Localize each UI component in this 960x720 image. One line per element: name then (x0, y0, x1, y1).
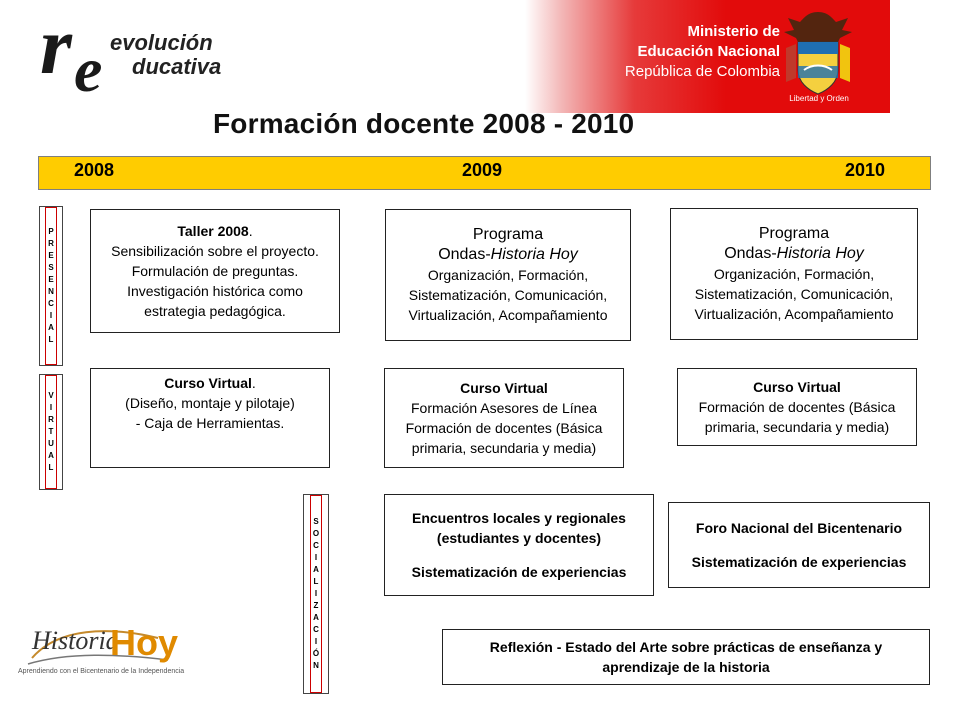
socializacion-letter: Ó (312, 649, 320, 658)
logo-big-e: e (74, 34, 103, 105)
socializacion-letter: L (313, 577, 319, 586)
taller-line-1: Sensibilización sobre el proyecto. (111, 243, 319, 259)
encuentros-spacer (389, 548, 649, 562)
curso2009-heading: Curso Virtual (460, 380, 548, 396)
presencial-letter: P (48, 227, 54, 236)
prog2009-head2b: Historia Hoy (490, 246, 578, 263)
year-2008-label: 2008 (74, 160, 115, 180)
revolucion-educativa-logo (0, 0, 300, 110)
reflexion-line-2: aprendizaje de la historia (602, 659, 770, 675)
presencial-letter: C (48, 299, 54, 308)
presencial-letter: E (48, 275, 54, 284)
hoy-word: Hoy (110, 622, 179, 663)
ministry-line1: Ministerio de (687, 23, 780, 40)
programa-2010-box (670, 208, 918, 340)
coat-of-arms-icon (778, 8, 858, 106)
presencial-letter: L (48, 335, 54, 344)
curso2010-line-2: primaria, secundaria y media) (704, 419, 890, 435)
foro-line-2: Sistematización de experiencias (691, 554, 907, 570)
prog2010-head2a: Ondas- (724, 245, 777, 262)
curso2008-line-2: - Caja de Herramientas. (135, 415, 285, 431)
foro-box (668, 502, 930, 588)
prog2009-line-1: Organización, Formación, (427, 267, 589, 283)
presencial-letter: A (48, 323, 54, 332)
taller-line-3: Investigación histórica como (127, 283, 303, 299)
socializacion-letter: Z (313, 601, 319, 610)
foro-line-1: Foro Nacional del Bicentenario (695, 520, 903, 536)
prog2010-line-1: Organización, Formación, (713, 266, 875, 282)
virtual-letter: T (48, 427, 54, 436)
logo-big-r: r (40, 0, 72, 91)
presencial-letter: I (49, 311, 53, 320)
presencial-letters (45, 207, 57, 365)
prog2009-head2 (390, 245, 626, 265)
encuentros-line-3: Sistematización de experiencias (411, 564, 627, 580)
programa-2009-box (385, 209, 631, 341)
virtual-label (39, 374, 63, 490)
socializacion-letter: A (313, 613, 319, 622)
prog2010-head2b: Historia Hoy (776, 245, 864, 262)
reflexion-box (442, 629, 930, 685)
socializacion-letter: C (313, 541, 319, 550)
encuentros-box (384, 494, 654, 596)
presencial-label (39, 206, 63, 366)
curso2008-head-text: Curso Virtual (164, 375, 252, 391)
presencial-letter: R (48, 239, 54, 248)
prog2010-head1: Programa (758, 225, 830, 242)
virtual-letter: L (48, 463, 54, 472)
presencial-letter: E (48, 251, 54, 260)
taller-2008-box (90, 209, 340, 333)
year-2009-label: 2009 (462, 160, 503, 180)
prog2010-line-2: Sistematización, Comunicación, (694, 286, 894, 302)
curso2010-line-1: Formación de docentes (Básica (698, 399, 896, 415)
socializacion-letter: I (314, 589, 318, 598)
curso2009-line-3: primaria, secundaria y media) (411, 440, 597, 456)
taller-head-text: Taller 2008 (177, 223, 249, 239)
prog2010-head2 (675, 244, 913, 264)
presencial-letter: S (48, 263, 54, 272)
year-2010-label: 2010 (845, 160, 886, 180)
curso2009-line-1: Formación Asesores de Línea (411, 400, 597, 416)
socializacion-letter: N (313, 661, 319, 670)
curso-virtual-2008-box (90, 368, 330, 468)
curso-virtual-2010-box (677, 368, 917, 446)
virtual-letter: U (48, 439, 54, 448)
curso2008-heading (95, 373, 325, 393)
virtual-letter: R (48, 415, 54, 424)
virtual-letter: A (48, 451, 54, 460)
logo-word-evolucion: evolución (110, 30, 213, 55)
prog2009-line-2: Sistematización, Comunicación, (408, 287, 608, 303)
historia-word: Historia (32, 626, 119, 655)
curso2008-line-1: (Diseño, montaje y pilotaje) (125, 395, 295, 411)
taller-line-2: Formulación de preguntas. (131, 263, 299, 279)
ministry-line3: República de Colombia (624, 63, 780, 80)
encuentros-line-1: Encuentros locales y regionales (412, 510, 626, 526)
socializacion-label (303, 494, 329, 694)
socializacion-letter: A (313, 565, 319, 574)
ministry-text (600, 22, 780, 82)
page-title: Formación docente 2008 - 2010 (213, 108, 635, 139)
socializacion-letter: I (314, 553, 318, 562)
reflexion-line-1: Reflexión - Estado del Arte sobre prácticas de enseñanza y (489, 639, 883, 655)
curso2009-line-2: Formación de docentes (Básica (405, 420, 603, 436)
socializacion-letter: O (312, 529, 320, 538)
motto-text: Libertad y Orden (789, 94, 849, 103)
prog2009-head2a: Ondas- (438, 246, 491, 263)
taller-line-4: estrategia pedagógica. (144, 303, 286, 319)
encuentros-line-2: (estudiantes y docentes) (436, 530, 602, 546)
socializacion-letter: I (314, 637, 318, 646)
virtual-letter: V (48, 391, 54, 400)
curso2010-heading: Curso Virtual (753, 379, 841, 395)
socializacion-letter: C (313, 625, 319, 634)
socializacion-letter: S (313, 517, 319, 526)
virtual-letter: I (49, 403, 53, 412)
virtual-letters (45, 375, 57, 489)
curso2008-head-suffix: . (251, 375, 256, 391)
curso-virtual-2009-box (384, 368, 624, 468)
socializacion-letters (310, 495, 322, 693)
logo-word-educativa: ducativa (132, 54, 222, 79)
prog2009-line-3: Virtualización, Acompañamiento (408, 307, 608, 323)
prog2009-head1: Programa (472, 226, 544, 243)
prog2010-line-3: Virtualización, Acompañamiento (694, 306, 894, 322)
taller-head-suffix: . (248, 223, 253, 239)
historia-hoy-logo (18, 608, 188, 688)
historia-hoy-tagline: Aprendiendo con el Bicentenario de la Independencia (18, 668, 185, 675)
ministry-line2: Educación Nacional (637, 43, 780, 60)
taller-heading (95, 221, 335, 241)
presencial-letter: N (48, 287, 54, 296)
foro-spacer (673, 538, 925, 552)
